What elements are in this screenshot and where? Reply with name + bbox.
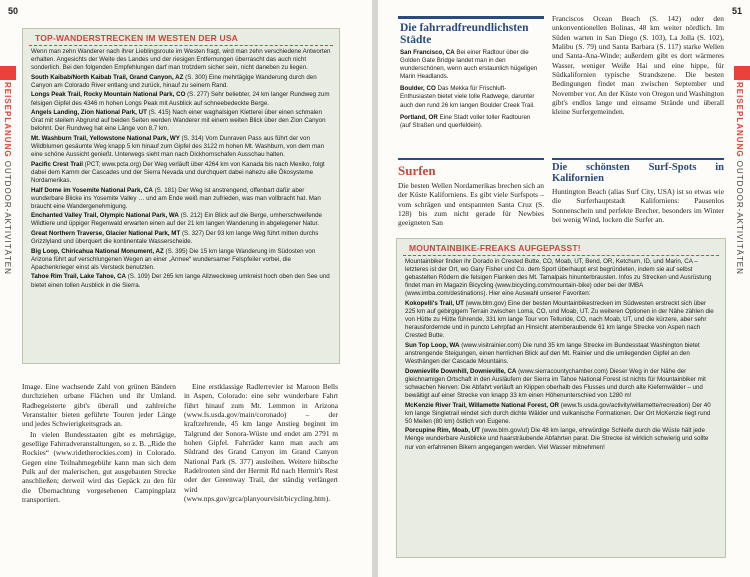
side-label-light: OUTDOOR-AKTIVITÄTEN <box>3 160 12 275</box>
surf-continued-text: Franciscos Ocean Beach (S. 142) oder den unkonventionellen Bolinas, 48 km weiter nördlich. Im Süden warten in San Diego (S. 103), La Jolla (S. 102), Malibu (S. 79) und Santa Barbara (S. 117) starke Wellen und Santa-Ana-Winde; außerdem gibt es dort wärmeres Wasser, weniger Weiße Hai und eine hippe, für Südkalifornien typische Strandszene. Die besten Bedingungen findet man zwischen September und November vor. An der Küste von Oregon und Washington gibt's endlos lange und einsame Strände und überall kleine Surfergemeinden. <box>552 14 724 117</box>
entry <box>31 248 331 272</box>
entry-name: Enchanted Valley Trail, Olympic National Park, WA <box>31 212 179 220</box>
entry-text: (www.sierracountychamber.com) Dieser Weg in der Nähe der gleichnamigen Ortschaft in den Ausläufern der Sierra im Tahoe National Forest ist nichts für Mountainbiker mit schwachen Nerven: Die Abfahrt verläuft an Klippen oberhalb des Flusses und durch alte Kiefernwälder – und bewältigt auf einer Strecke von knapp 33 km einen Höhenunterschied von 1280 m! <box>405 367 706 399</box>
entry-name: Porcupine Rim, Moab, UT <box>405 427 480 435</box>
side-label-bold: REISEPLANUNG <box>3 82 12 158</box>
entry-name: Portland, OR <box>400 113 438 121</box>
entry-name: Angels Landing, Zion National Park, UT <box>31 109 147 117</box>
entry-text: (www.blm.gov/ut) Die 48 km lange, ehrwürdige Schleife durch die Wüste hält jede Menge wunderbare Ausblicke und haarsträubende Abfahrten parat. Die Strecke ist wirklich schwierig und sollte nur von erfahrenen Bikern angegangen werden. Viel Wasser mitnehmen! <box>405 427 709 451</box>
entry-text: (www.visitrainier.com) Die rund 35 km lange Strecke im Bundesstaat Washington bietet anstrengende Steigungen, einen herrlichen Blick auf den Mt. Rainier und die umliegenden Gipfel an den Westhängen der Cascade Mountains. <box>405 341 700 366</box>
side-label-bold: REISEPLANUNG <box>735 82 744 158</box>
entry-name: Kokopelli's Trail, UT <box>405 299 464 307</box>
body-paragraph: In vielen Bundesstaaten gibt es mehrtägige, gesellige Fahrradveranstaltungen, so z. B. „Ride the Rockies“ (www.ridetherockies.com) in Colorado. Gegen eine Teilnahmegebühr kann man sich dem Pulk auf der malerischen, gut ausgebauten Strecke anschließen; derweil wird das Gepäck zu den für die Übernachtung vorgesehenen Campingplatz transportiert. <box>22 429 176 505</box>
entry <box>405 368 717 400</box>
entry-text: (S. 212) Ein Blick auf die Berge, umherschweifende Wildtiere und üppiger Regenwald erwarten einen auf der 21 km langen Wanderung in abgelegener Natur. <box>31 212 322 228</box>
side-tab-marker <box>0 66 16 80</box>
side-label-light: OUTDOOR-AKTIVITÄTEN <box>735 160 744 275</box>
bike-cities-heading: Die fahrradfreundlichsten Städte <box>400 22 529 46</box>
mountainbike-entries <box>397 300 725 452</box>
entry-text: Eine Stadt voller toller Radtouren (auf Straßen und querfeldein). <box>400 113 531 129</box>
entry <box>405 402 717 426</box>
entry <box>400 85 542 109</box>
entry-name: Half Dome im Yosemite National Park, CA <box>31 186 153 194</box>
body-column-1 <box>22 382 176 572</box>
entry-name: McKenzie River Trail, Willamette National Forest, OR <box>405 401 559 409</box>
entry-name: South Kaibab/North Kaibab Trail, Grand Canyon, AZ <box>31 73 184 81</box>
hiking-box <box>22 28 340 364</box>
section-divider <box>552 158 724 160</box>
entry <box>31 161 331 185</box>
hiking-entries <box>23 74 339 290</box>
entry <box>405 342 717 366</box>
entry <box>31 212 331 228</box>
left-page <box>0 0 372 577</box>
surf-spots-section <box>552 162 724 234</box>
entry-text: (www.blm.gov) Eine der besten Mountainbikestrecken im Südwesten erstreckt sich über 225 km auf gebirgigem Terrain zwischen Loma, CO, und Moab, UT. Zu weiteren Optionen in der Nähe zählen die von Hütte zu Hütte führende, 331 km lange Tour von Telluride, CO, nach Moab, UT, und die kürzere, aber sehr herausfordernde und in puncto Lehrpfad an Hinsicht atemberaubende 61 km lange Strecke von Aspen nach Crested Butte. <box>405 299 714 340</box>
entry-text: Das Mekka für Frischluft-Enthusiasten bietet viele tolle Radwege, darunter auch den rund 26 km langen Boulder Creek Trail. <box>400 85 535 109</box>
entry <box>405 300 717 340</box>
hiking-box-intro: Wenn man zehn Wanderer nach ihrer Lieblingsroute im Westen fragt, wird man zehn verschiedene Antworten erhalten. Angesichts der Weite des Landes und der riesigen Entfernungen überrascht das auch nicht sonderlich. Bei den folgenden Empfehlungen darf man trotzdem sicher sein, nicht daneben zu liegen. <box>31 48 331 72</box>
entry <box>31 109 331 133</box>
entry <box>400 114 542 130</box>
surf-heading: Surfen <box>398 164 436 178</box>
entry-name: Longs Peak Trail, Rocky Mountain National Park, CO <box>31 91 186 99</box>
bike-city-list <box>400 49 542 134</box>
entry <box>31 273 331 289</box>
entry-name: Big Loop, Chiricahua National Monument, AZ <box>31 247 164 255</box>
mountainbike-box-title: MOUNTAINBIKE-FREAKS AUFGEPASST! <box>403 239 719 256</box>
mountainbike-box <box>396 238 726 558</box>
entry <box>31 91 331 107</box>
entry-name: Boulder, CO <box>400 85 436 93</box>
entry <box>400 49 542 81</box>
right-page <box>378 0 750 577</box>
entry <box>31 74 331 90</box>
side-tab-marker <box>734 66 750 80</box>
surf-section <box>398 164 544 234</box>
entry-text: (S. 277) Sehr beliebter, 24 km langer Rundweg zum felsigen Gipfel des 4346 m hohen Longs Peak mit Ausblick auf schneebedeckte Berge. <box>31 91 330 107</box>
entry <box>31 187 331 211</box>
surf-spots-text: Huntington Beach (alias Surf City, USA) ist so etwas wie die Surferhauptstadt Kaliforniens: Pausenlos Sonnenschein und perfekte Brecher, besonders im Winter bei wenig Wind, locken die Surfer an. <box>552 187 724 225</box>
entry-text: (S. 181) Der Weg ist anstrengend, offenbart dafür aber wunderbare Blicke ins Yosemite Valley … und am Ende weiß man zufrieden, was man vollbracht hat. Man braucht eine Wandergenehmigung. <box>31 186 321 210</box>
entry-text: (S. 415) Nach einer waghalsigen Kletterei über einen schmalen Grat mit steilem Abgrund auf beiden Seiten werden Wanderer mit einem weiten Blick über den Zion Canyon belohnt. Der Rundweg hat eine Länge von 8,7 km. <box>31 109 326 133</box>
hiking-box-title: TOP-WANDERSTRECKEN IM WESTEN DER USA <box>29 29 333 46</box>
bike-cities-box <box>398 16 544 155</box>
entry-name: Mt. Washburn Trail, Yellowstone National Park, WY <box>31 134 180 142</box>
entry-name: Sun Top Loop, WA <box>405 341 460 349</box>
side-label-right <box>735 82 744 275</box>
entry-text: (S. 314) Vom Dunraven Pass aus führt der von Wildblumen gesäumte Weg knapp 5 km hinauf zum Gipfel des 3122 m hohen Mt. Washburn, von dem man eine schöne Aussicht genießt. Unterwegs sieht man nach Dickhornschafen Ausschau halten. <box>31 134 325 159</box>
surf-spots-heading: Die schönsten Surf-Spots in Kalifornien <box>552 162 724 184</box>
entry-name: Great Northern Traverse, Glacier National Park, MT <box>31 229 181 237</box>
entry-text: (S. 109) Der 265 km lange Allzweckweg umkreist hoch oben den See und bietet einen tollen Ausblick in die Sierra. <box>31 273 330 289</box>
entry-text: (S. 327) Der 93 km lange Weg führt mitten durchs Grizzlyland und überquert die kontinentale Wasserscheide. <box>31 229 319 246</box>
entry-name: Tahoe Rim Trail, Lake Tahoe, CA <box>31 273 127 281</box>
entry-text: (PCT; www.pcta.org) Der Weg verläuft über 4264 km von Kanada bis nach Mexiko, folgt dabei dem Kamm der Cascades und der Sierra Nevada und durchquert dabei nahezu alle Ökosysteme Nordamerikas. <box>31 160 325 184</box>
entry-text: Bei einer Radtour über die Golden Gate Bridge landet man in den wunderschönen, wenn auch erstaunlich hügeligen Marin Headlands. <box>400 49 538 81</box>
entry-text: (www.fs.usda.gov/activity/willamette/recreation) Der 40 km lange Singletrail windet sich durch dichte Wälder und vulkanische Formationen. Der Ort McKenzie liegt rund 50 Meilen (80 km) östlich von Eugene. <box>405 401 711 425</box>
page-number-left: 50 <box>8 6 19 16</box>
body-paragraph: Image. Eine wachsende Zahl von grünen Bändern durchziehen urbane Flächen und ihr Umland. Radbegeisterte gibt's überall und zahlreiche Veranstalter bieten geführte Touren jeder Länge und jedes Schwierigkeitsgrads an. <box>22 382 176 429</box>
entry-name: San Francisco, CA <box>400 49 455 56</box>
surf-continued-column <box>552 14 724 156</box>
section-divider <box>398 158 544 160</box>
entry <box>405 427 717 451</box>
mountainbike-box-intro: Mountainbiker finden ihr Dorado in Crested Butte, CO, Moab, UT, Bend, OR, Ketchum, ID, und Marin, CA – letzteres ist der Ort, wo Gary Fisher und Co. dem Sport überhaupt erst begründeten, indem sie auf selbst gebastelten Rödern die felsigen Flanken des Mt. Tamalpais hinunterbrausten. Infos zu Strecken und Ausrüstung findet man im Magazin Bicycling (www.bicycling.com/mountain-bike) oder bei der IMBA (www.imba.com/destinations). Hier eine Auswahl unserer Favoriten: <box>405 258 712 298</box>
entry <box>31 135 331 159</box>
body-column-2 <box>184 382 338 572</box>
surf-text: Die besten Wellen Nordamerikas brechen sich an der Küste Kaliforniens. Es gibt viele Surfspots – vom schrägen und entspannten Santa Cruz (S. 128) bis zum nicht gerade für Newbies geeigneten San <box>398 181 544 228</box>
side-label-left <box>3 82 12 275</box>
entry-text: (S. 395) Die 15 km lange Wanderung im Südosten von Arizona führt auf verschlungenen Wegen an einer „Armee“ wundersamer Felspfeiler vorbei, die Apachenkrieger einst als Versteck benutzten. <box>31 247 316 271</box>
entry-name: Downieville Downhill, Downieville, CA <box>405 367 517 375</box>
entry <box>31 230 331 246</box>
body-paragraph: Eine erstklassige Radlerrevier ist Maroon Bells in Aspen, Colorado: eine sehr wunderbare Fahrt führt hinauf zum Mt. Lemmon in Arizona (www.fs.usda.gov/main/coronado) – der kraftzehrende, 45 km lange Anstieg beginnt im Talgrund der Sonora-Wüste und endet am 2791 m hohen Gipfel. Fahrräder kann man auch am Südrand des Grand Canyon im Grand Canyon National Park (S. 377) ausleihen. Weitere hübsche Radelrouten sind der Hermit Rd nach Hermit's Rest oder der Greenway Trail, der ständig verlängert wird (www.nps.gov/grca/planyourvisit/bicycling.htm). <box>184 382 338 504</box>
entry-text: (S. 300) Eine mehrtägige Wanderung durch den Canyon am Colorado River entlang und zurück, hinauf zu seinem Rand. <box>31 73 317 89</box>
entry-name: Pacific Crest Trail <box>31 160 83 168</box>
page-number-right: 51 <box>731 6 742 16</box>
